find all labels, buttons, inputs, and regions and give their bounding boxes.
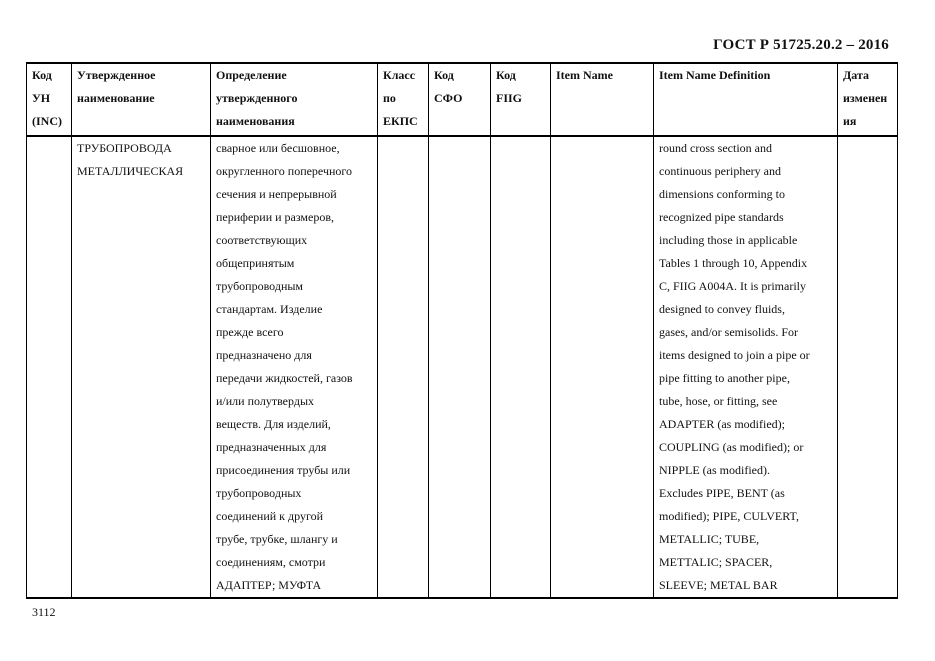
cell-sfo-code [429,136,491,598]
cell-line: трубе, трубке, шлангу и [216,532,338,546]
cell-line: трубопроводных [216,486,302,500]
cell-item-name [551,136,654,598]
cell-change-date [838,136,898,598]
header-line: ЕКПС [383,114,418,128]
header-line: утвержденного [216,91,298,105]
header-line: Item Name Definition [659,68,771,82]
header-line: УН [32,91,51,105]
header-line: по [383,91,396,105]
header-line: (INC) [32,114,62,128]
cell-line: ADAPTER (as modified); [659,417,785,431]
col-header-change-date [838,63,898,136]
cell-line: pipe fitting to another pipe, [659,371,790,385]
table-row [27,136,898,598]
page-number: 3112 [32,605,56,619]
cell-line: ТРУБОПРОВОДА [77,141,172,155]
col-header-approved-name [72,63,211,136]
cell-line: общепринятым [216,256,295,270]
cell-line: dimensions conforming to [659,187,785,201]
cell-item-name-definition [654,136,838,598]
cell-line: МЕТАЛЛИЧЕСКАЯ [77,164,184,178]
cell-line: сварное или бесшовное, [216,141,340,155]
cell-line: NIPPLE (as modified). [659,463,770,477]
cell-line: designed to convey fluids, [659,302,785,316]
cell-approved-name [72,136,211,598]
header-row [27,63,898,136]
cell-line: round cross section and [659,141,772,155]
cell-line: стандартам. Изделие [216,302,323,316]
header-line: Утвержденное [77,68,156,82]
cell-line: АДАПТЕР; МУФТА [216,578,322,592]
header-line: Класс [383,68,416,82]
cell-line: соединениям, смотри [216,555,326,569]
col-header-fiig-code [491,63,551,136]
cell-line: периферии и размеров, [216,210,335,224]
cell-line: предназначено для [216,348,312,362]
col-header-definition-ru [211,63,378,136]
cell-line: COUPLING (as modified); or [659,440,804,454]
header-line: Код [496,68,516,82]
cell-fsc-class [378,136,429,598]
cell-line: трубопроводным [216,279,304,293]
cell-line: items designed to join a pipe or [659,348,810,362]
cell-line: Tables 1 through 10, Appendix [659,256,808,270]
cell-line: tube, hose, or fitting, see [659,394,778,408]
header-line: Определение [216,68,287,82]
cell-line: прежде всего [216,325,284,339]
col-header-fsc-class [378,63,429,136]
cell-definition-ru [211,136,378,598]
cell-line: присоединения трубы или [216,463,351,477]
cell-line: и/или полутвердых [216,394,315,408]
header-line: Item Name [556,68,613,82]
col-header-inc-code [27,63,72,136]
cell-fiig-code [491,136,551,598]
cell-line: C, FIIG A004A. It is primarily [659,279,806,293]
cell-line: соответствующих [216,233,308,247]
header-line: FIIG [496,91,523,105]
header-line: Код [434,68,454,82]
cell-line: METTALIC; SPACER, [659,555,773,569]
cell-line: gases, and/or semisolids. For [659,325,798,339]
header-line: изменен [843,91,888,105]
cell-line: continuous periphery and [659,164,781,178]
catalog-table [26,62,898,599]
cell-line: Excludes PIPE, BENT (as [659,486,785,500]
header-line: Дата [843,68,869,82]
header-line: Код [32,68,52,82]
document-code: ГОСТ Р 51725.20.2 – 2016 [713,37,889,53]
cell-line: recognized pipe standards [659,210,784,224]
cell-line: округленного поперечного [216,164,353,178]
header-line: СФО [434,91,463,105]
cell-line: веществ. Для изделий, [216,417,331,431]
cell-inc-code [27,136,72,598]
cell-line: соединений к другой [216,509,324,523]
header-line: наименование [77,91,155,105]
col-header-item-name [551,63,654,136]
cell-line: SLEEVE; METAL BAR [659,578,778,592]
cell-line: предназначенных для [216,440,327,454]
cell-line: сечения и непрерывной [216,187,337,201]
cell-line: METALLIC; TUBE, [659,532,760,546]
col-header-sfo-code [429,63,491,136]
cell-line: modified); PIPE, CULVERT, [659,509,799,523]
col-header-item-name-definition [654,63,838,136]
cell-line: including those in applicable [659,233,798,247]
cell-line: передачи жидкостей, газов [216,371,353,385]
header-line: ия [843,114,857,128]
header-line: наименования [216,114,295,128]
